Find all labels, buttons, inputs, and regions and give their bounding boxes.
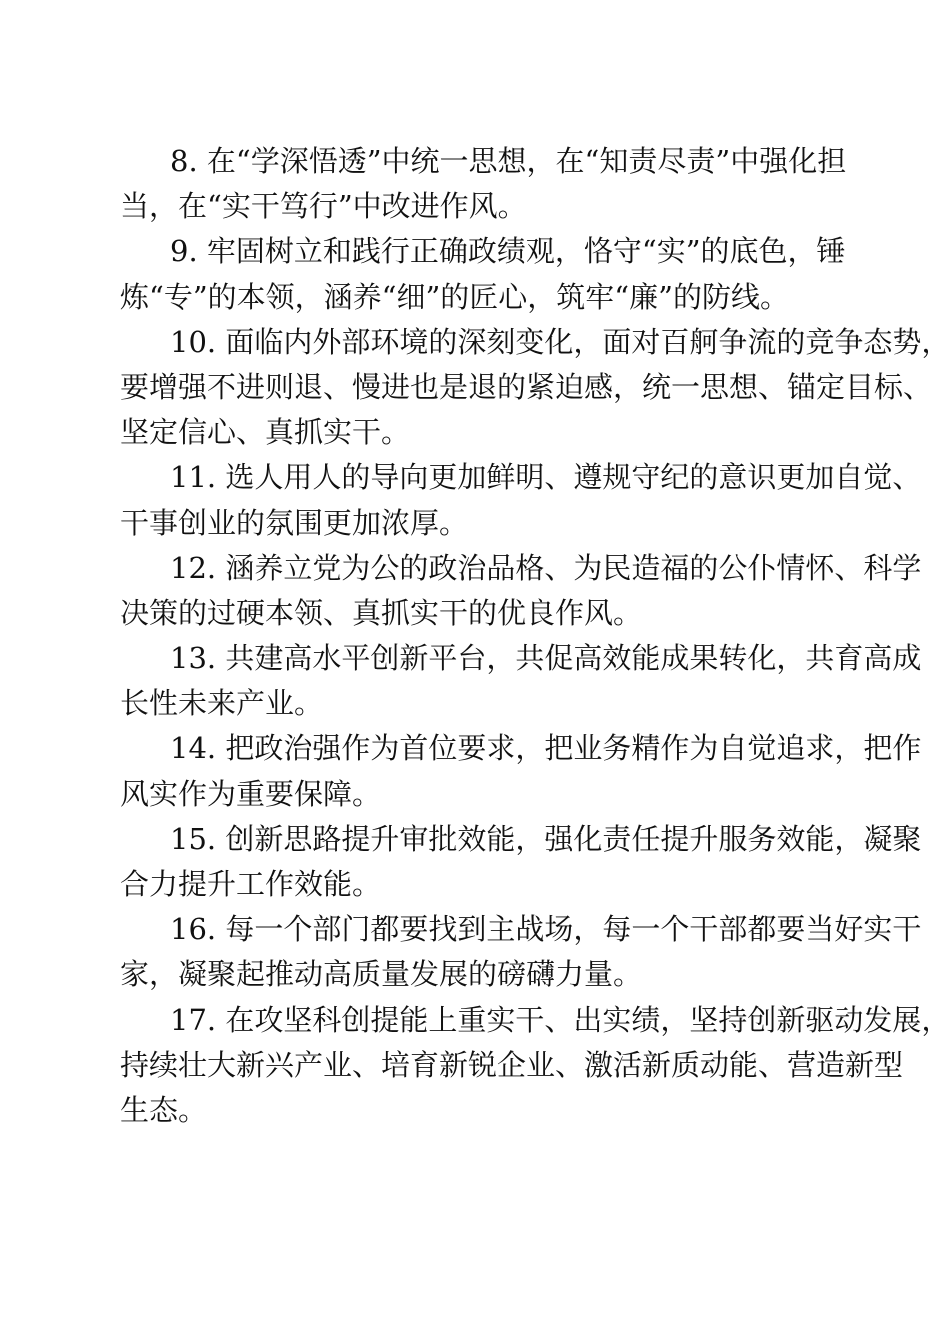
paragraph-line: 10. 面临内外部环境的深刻变化，面对百舸争流的竞争态势， xyxy=(170,324,950,359)
paragraph-line: 要增强不进则退、慢进也是退的紧迫感，统一思想、锚定目标、 xyxy=(120,369,933,404)
paragraph-item-17 xyxy=(120,998,950,1134)
paragraph-item-16 xyxy=(120,907,922,997)
paragraph-line: 9. 牢固树立和践行正确政绩观，恪守“实”的底色，锤 xyxy=(170,234,846,269)
paragraph-item-12 xyxy=(120,546,922,636)
paragraph-line: 生态。 xyxy=(120,1092,208,1127)
paragraph-line: 家，凝聚起推动高质量发展的磅礴力量。 xyxy=(120,957,643,992)
document-page xyxy=(120,139,950,1133)
paragraph-item-11 xyxy=(120,455,922,545)
paragraph-item-10 xyxy=(120,320,950,456)
paragraph-item-15 xyxy=(120,817,922,907)
paragraph-line: 当，在“实干笃行”中改进作风。 xyxy=(120,189,527,224)
paragraph-line: 8. 在“学深悟透”中统一思想，在“知责尽责”中强化担 xyxy=(170,144,847,178)
paragraph-item-13 xyxy=(120,636,922,726)
paragraph-line: 15. 创新思路提升审批效能，强化责任提升服务效能，凝聚 xyxy=(170,821,922,856)
paragraph-line: 干事创业的氛围更加浓厚。 xyxy=(120,505,469,540)
paragraph-line: 炼“专”的本领，涵养“细”的匠心，筑牢“廉”的防线。 xyxy=(120,279,789,314)
paragraph-line: 坚定信心、真抓实干。 xyxy=(120,415,411,450)
paragraph-item-8 xyxy=(120,139,847,229)
paragraph-line: 合力提升工作效能。 xyxy=(120,867,382,901)
paragraph-line: 长性未来产业。 xyxy=(120,686,324,721)
paragraph-line: 风实作为重要保障。 xyxy=(120,776,382,811)
paragraph-item-9 xyxy=(120,229,846,319)
paragraph-line: 11. 选人用人的导向更加鲜明、遵规守纪的意识更加自觉、 xyxy=(170,460,922,495)
paragraph-line: 决策的过硬本领、真抓实干的优良作风。 xyxy=(120,595,643,630)
paragraph-line: 12. 涵养立党为公的政治品格、为民造福的公仆情怀、科学 xyxy=(170,550,922,585)
paragraph-line: 16. 每一个部门都要找到主战场，每一个干部都要当好实干 xyxy=(170,912,922,947)
paragraph-item-14 xyxy=(120,726,922,816)
paragraph-line: 14. 把政治强作为首位要求，把业务精作为自觉追求，把作 xyxy=(170,731,922,766)
paragraph-line: 持续壮大新兴产业、培育新锐企业、激活新质动能、营造新型 xyxy=(120,1047,904,1082)
paragraph-line: 13. 共建高水平创新平台，共促高效能成果转化，共育高成 xyxy=(170,641,922,676)
paragraph-line: 17. 在攻坚科创提能上重实干、出实绩，坚持创新驱动发展， xyxy=(170,1002,950,1037)
